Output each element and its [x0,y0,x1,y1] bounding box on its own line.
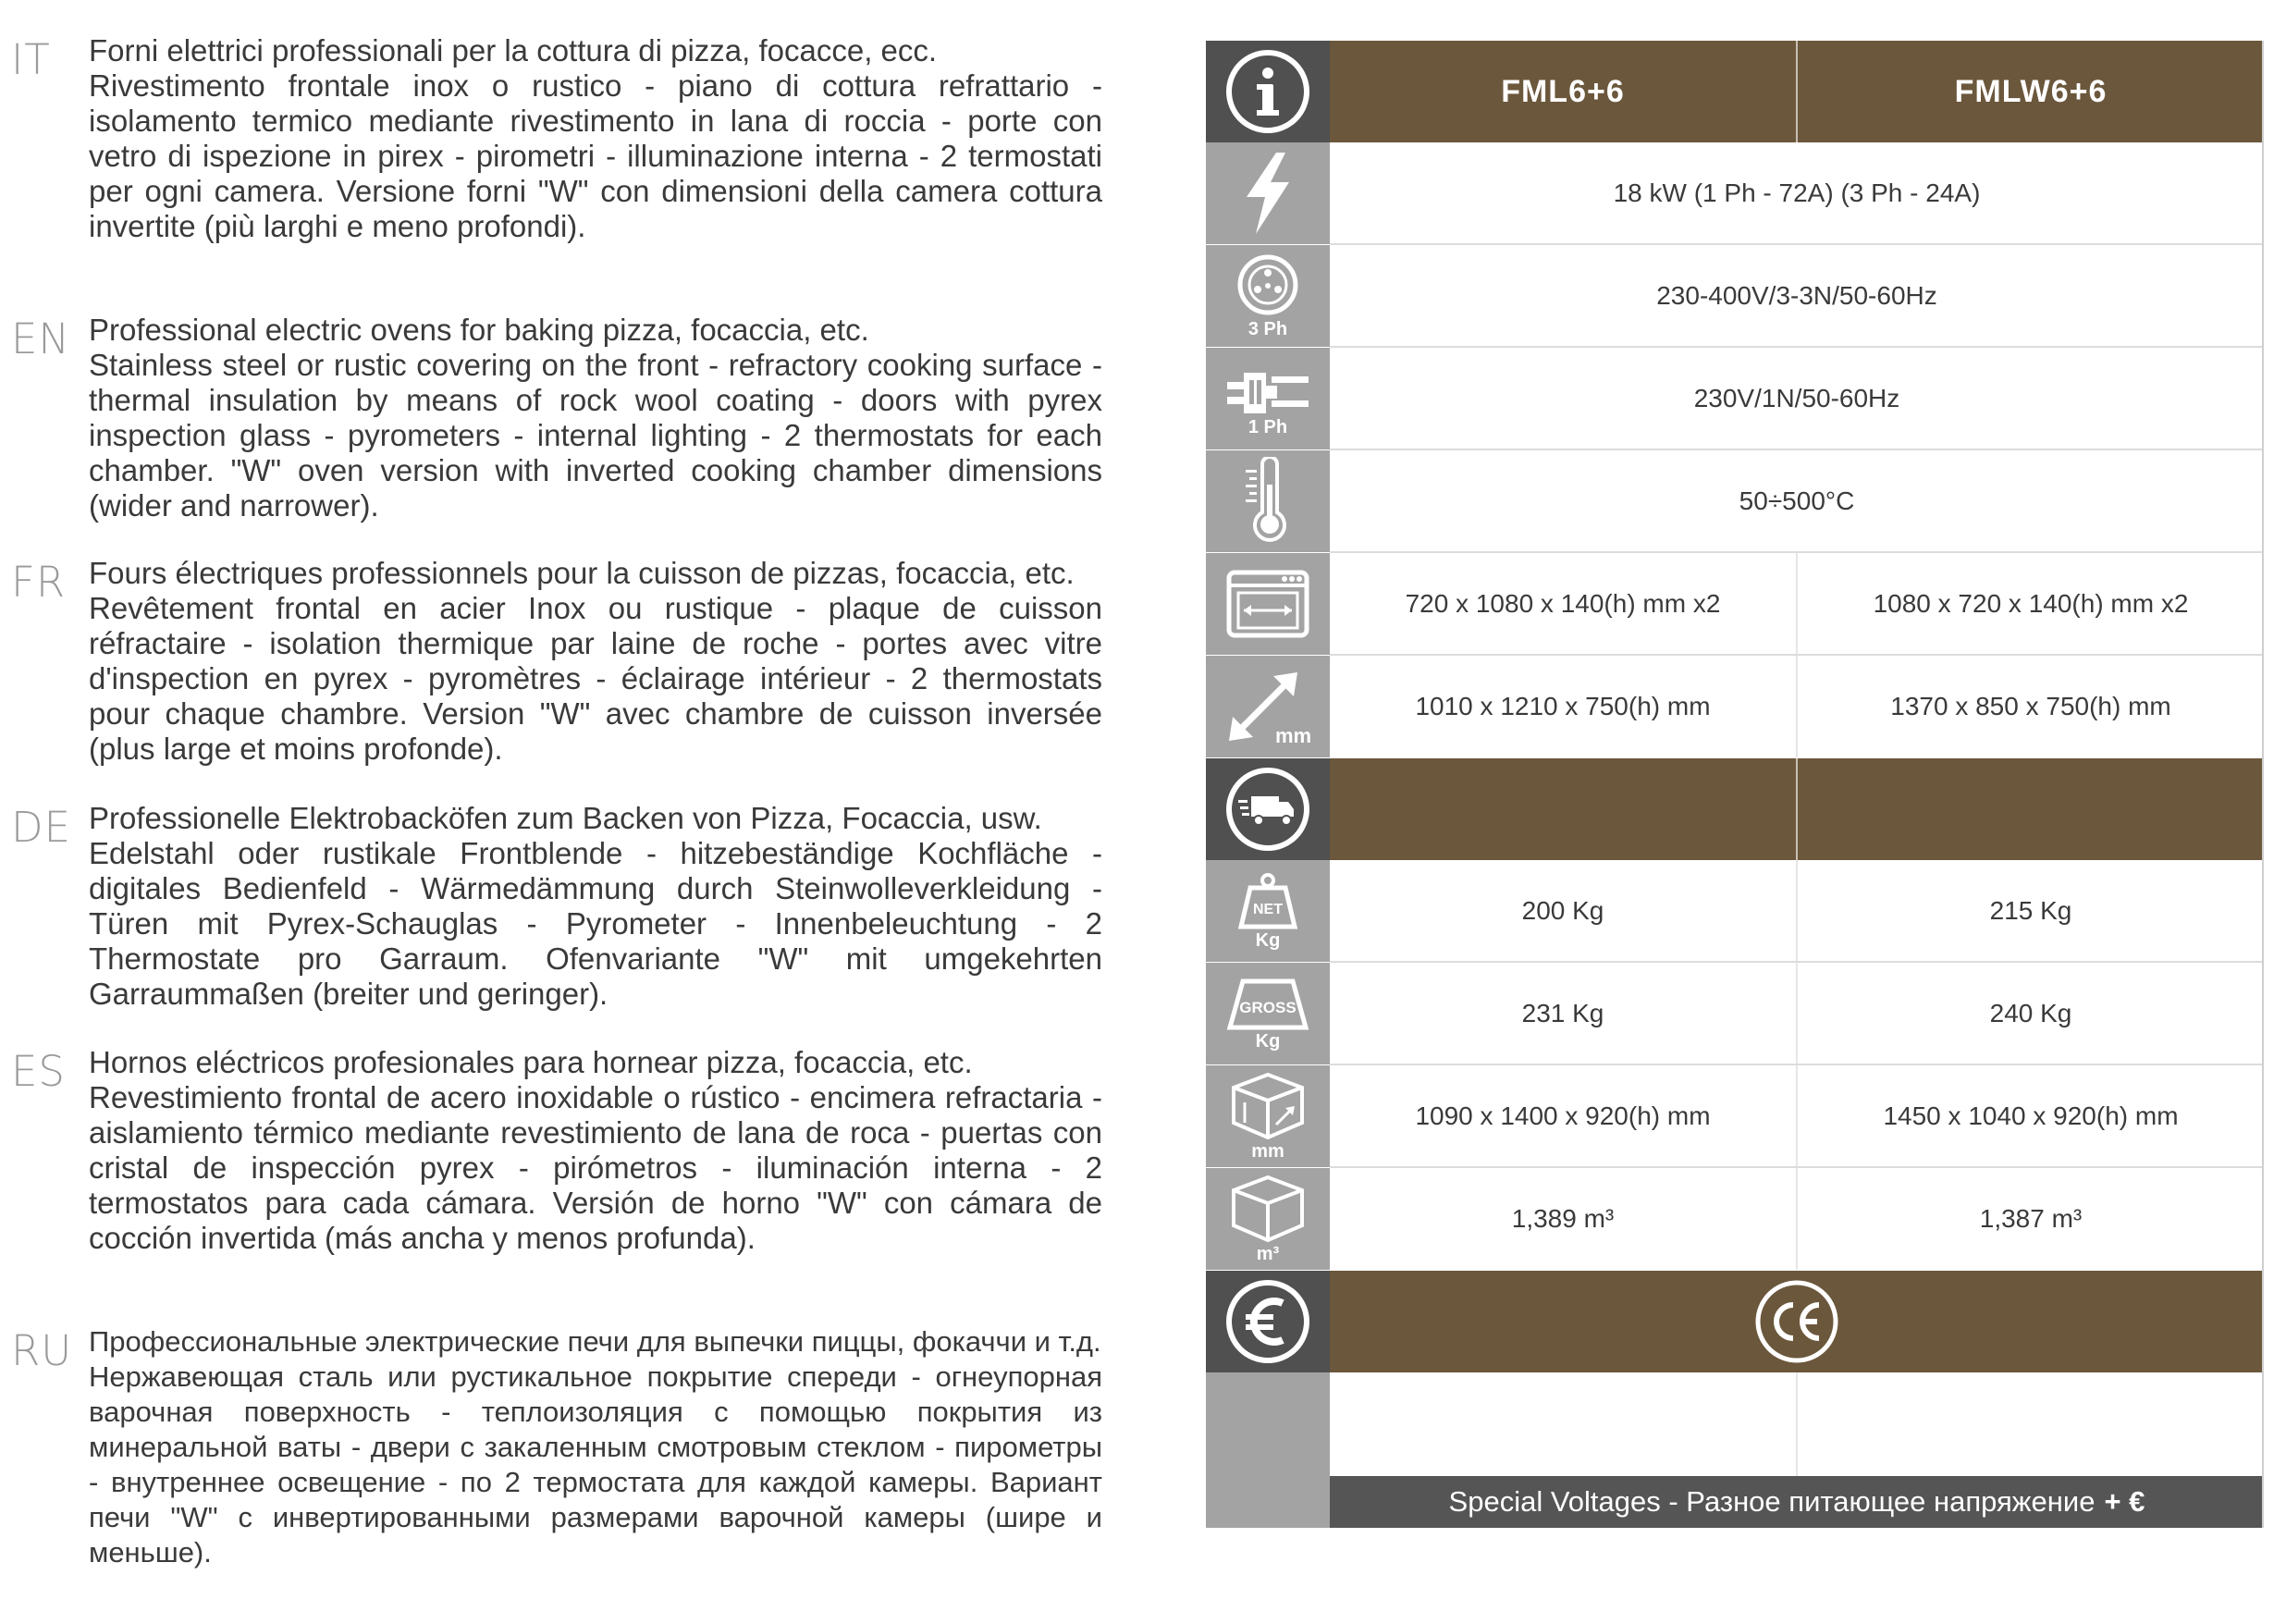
lightning-icon [1206,142,1330,244]
packing-row [1206,1065,2264,1167]
desc-text [89,556,1102,767]
ce-cell [1330,1271,2264,1372]
chamber-value-1: 720 x 1080 x 140(h) mm x2 [1330,553,1796,655]
chamber-row [1206,553,2264,655]
chamber-value-2: 1080 x 720 x 140(h) mm x2 [1798,553,2264,655]
column-divider [1796,656,1798,757]
column-divider [1796,1065,1798,1167]
m3-label: m³ [1256,1243,1280,1264]
footer-icon-cell [1206,1476,1330,1528]
dimensions-icon [1206,656,1330,757]
column-divider [1796,553,1798,655]
model-1-header: FML6+6 [1330,41,1796,142]
net-weight-row [1206,860,2264,962]
one-ph-label: 1 Ph [1247,416,1288,437]
mm-label: mm [1275,724,1312,747]
gross-weight-value-2: 240 Kg [1798,963,2264,1064]
gross-weight-icon [1206,963,1330,1064]
header-row [1206,41,2264,142]
mm-label: mm [1251,1140,1284,1162]
three-ph-label: 3 Ph [1247,318,1288,339]
desc-body: Edelstahl oder rustikale Frontblende - hitzebeständige Kochfläche - digitales Bedienfeld - Wärmedämmung durch Steinwolleverkleidung - Türen mit Pyrex-Schauglas - Pyrometer - Innenbeleuchtung - 2 Thermostate pro Garraum. Ofenvariante "W" mit umgekehrten Garraummaßen (breiter und geringer). [89,836,1102,1011]
chamber-icon [1206,553,1330,655]
plug-1ph-icon [1206,348,1330,449]
price-value-1 [1330,1372,1796,1476]
column-divider [1796,41,1798,142]
voltage-3ph-value: 230-400V/3-3N/50-60Hz [1330,245,2264,347]
shipping-header-2 [1798,758,2264,860]
desc-title: Профессиональные электрические печи для выпечки пиццы, фокаччи и т.д. [89,1325,1101,1358]
gross-label: GROSS [1239,998,1297,1016]
desc-title: Forni elettrici professionali per la cottura di pizza, focacce, ecc. [89,33,938,68]
lang-code: ES [11,1047,66,1096]
desc-body: Revestimiento frontal de acero inoxidable o rústico - encimera refractaria - aislamiento térmico mediante revestimiento de lana de roca - puertas con cristal de inspección pyrex - pirómetros - iluminación interna - 2 termostatos para cada cámara. Versión de horno "W" con cámara de cocción invertida (más ancha y menos profunda). [89,1080,1102,1255]
external-dimensions-row [1206,656,2264,757]
power-value: 18 kW (1 Ph - 72A) (3 Ph - 24A) [1330,142,2264,244]
temperature-row [1206,450,2264,552]
net-weight-icon [1206,860,1330,962]
volume-row [1206,1168,2264,1270]
volume-value-2: 1,387 m³ [1798,1168,2264,1270]
price-icon-cell [1206,1372,1330,1476]
plug-3ph-icon [1206,245,1330,347]
external-value-1: 1010 x 1210 x 750(h) mm [1330,656,1796,757]
desc-title: Fours électriques professionnels pour la cuisson de pizzas, focaccia, etc. [89,556,1075,590]
desc-text [89,33,1102,244]
special-voltages-surcharge: + € [2104,1485,2145,1518]
shipping-header-row [1206,758,2264,860]
delivery-truck-icon [1206,758,1330,860]
column-divider [1796,758,1798,860]
model-2-header: FMLW6+6 [1798,41,2264,142]
packing-value-2: 1450 x 1040 x 920(h) mm [1798,1065,2264,1167]
voltage-1ph-row [1206,348,2264,449]
kg-label: Kg [1255,1030,1281,1052]
desc-text [89,313,1102,523]
column-divider [1796,1168,1798,1270]
net-label: NET [1253,901,1283,917]
package-dimensions-icon [1206,1065,1330,1167]
gross-weight-row [1206,963,2264,1064]
lang-code: FR [11,558,67,607]
price-row [1206,1372,2264,1476]
desc-body: Stainless steel or rustic covering on the front - refractory cooking surface - thermal insulation by means of rock wool coating - doors with pyrex inspection glass - pyrometers - internal lighting - 2 thermostats for each chamber. "W" oven version with inverted cooking chamber dimensions (wider and narrower). [89,348,1102,523]
desc-body: Revêtement frontal en acier Inox ou rustique - plaque de cuisson réfractaire - isolation thermique par laine de roche - portes avec vitre d'inspection en pyrex - pyromètres - éclairage intérieur - 2 thermostats pour chaque chambre. Version "W" avec chambre de cuisson inversée (plus large et moins profonde). [89,591,1102,766]
price-value-2 [1798,1372,2264,1476]
desc-title: Professionelle Elektrobacköfen zum Backen von Pizza, Focaccia, usw. [89,801,1042,835]
lang-code: IT [11,35,51,84]
lang-code: DE [11,803,72,852]
packing-value-1: 1090 x 1400 x 920(h) mm [1330,1065,1796,1167]
desc-text [89,1045,1102,1256]
temperature-value: 50÷500°C [1330,450,2264,552]
lang-code: RU [11,1326,73,1375]
desc-title: Hornos eléctricos profesionales para hornear pizza, focaccia, etc. [89,1045,973,1079]
footer-row [1206,1476,2264,1528]
column-divider [1796,1372,1798,1476]
column-divider [1796,963,1798,1064]
net-weight-value-2: 215 Kg [1798,860,2264,962]
special-voltages-bar [1330,1476,2264,1528]
desc-body: Нержавеющая сталь или рустикальное покрытие спереди - огнеупорная варочная поверхность - теплоизоляция с помощью покрытия из минеральной ваты - двери с закаленным смотровым стеклом - пирометры - внутреннее освещение - по 2 термостата для каждой камеры. Вариант печи "W" с инвертированными размерами варочной камеры (шире и меньше). [89,1360,1102,1569]
info-icon [1206,41,1330,142]
desc-text [89,1324,1102,1570]
volume-value-1: 1,389 m³ [1330,1168,1796,1270]
voltage-1ph-value: 230V/1N/50-60Hz [1330,348,2264,449]
power-row [1206,142,2264,244]
euro-icon [1206,1271,1330,1372]
net-weight-value-1: 200 Kg [1330,860,1796,962]
special-voltages-text: Special Voltages - Разное питающее напряжение [1448,1485,2096,1518]
kg-label: Kg [1255,929,1281,951]
shipping-header-1 [1330,758,1796,860]
desc-body: Rivestimento frontale inox o rustico - piano di cottura refrattario - isolamento termico mediante rivestimento in lana di roccia - porte con vetro di ispezione in pirex - pirometri - illuminazione interna - 2 termostati per ogni camera. Versione forni "W" con dimensioni della camera cottura invertite (più larghi e meno profondi). [89,68,1102,243]
price-header-row [1206,1271,2264,1372]
lang-code: EN [11,314,71,363]
gross-weight-value-1: 231 Kg [1330,963,1796,1064]
package-volume-icon [1206,1168,1330,1270]
ce-mark-icon [1752,1277,1841,1366]
thermometer-icon [1206,450,1330,552]
column-divider [1796,860,1798,962]
desc-title: Professional electric ovens for baking pizza, focaccia, etc. [89,313,869,347]
external-value-2: 1370 x 850 x 750(h) mm [1798,656,2264,757]
voltage-3ph-row [1206,245,2264,347]
spec-table [1206,41,2264,1548]
desc-text [89,801,1102,1012]
